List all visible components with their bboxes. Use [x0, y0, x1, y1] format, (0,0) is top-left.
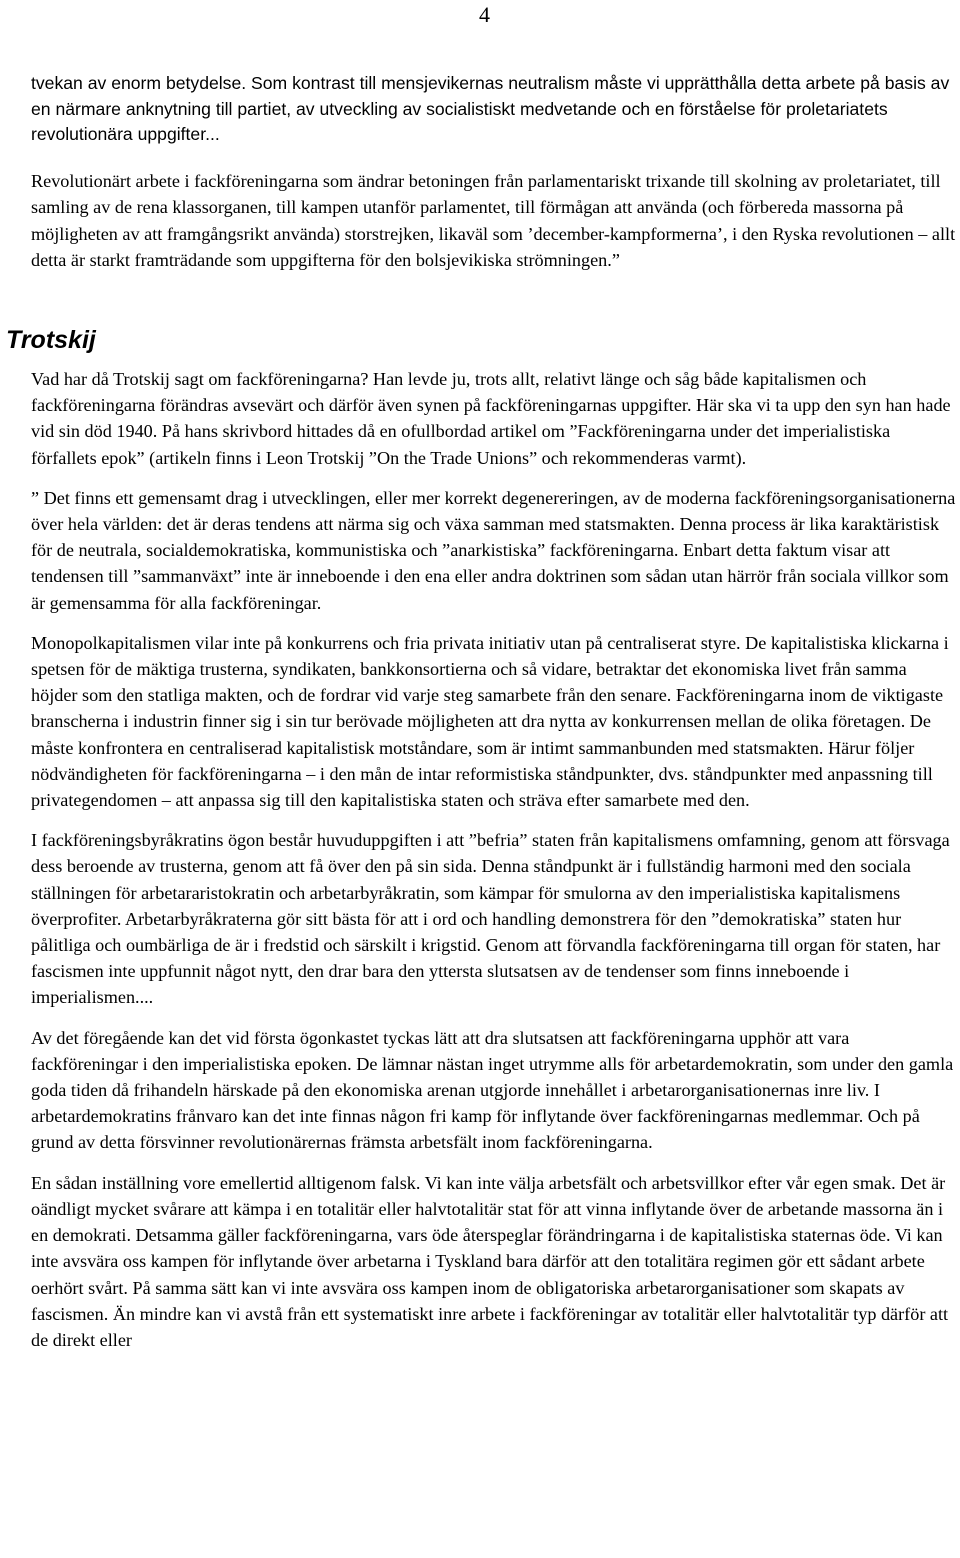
section-body	[31, 366, 956, 1367]
body-paragraph-2: ” Det finns ett gemensamt drag i utvecklingen, eller mer korrekt degenereringen, av de moderna fackföreningsorganisationerna över hela världen: det är deras tendens att närma sig och växa samman med statsmakten. Denna process är lika karaktäristisk för de neutrala, socialdemokratiska, kommunistiska och ”anarkistiska” fackföreningarna. Enbart detta faktum visar att tendensen till ”sammanväxt” inte är inneboende i den ena eller andra doktrinen som sådan utan härrör från sociala villkor som är gemensamma för alla fackföreningar.	[31, 487, 956, 613]
intro-paragraph: tvekan av enorm betydelse. Som kontrast till mensjevikernas neutralism måste vi upprätthålla detta arbete på basis av en närmare anknytning till partiet, av utveckling av socialistiskt medvetande och en förståelse för proletariatets revolutionära uppgifter...	[31, 73, 950, 144]
quote-paragraph: Revolutionärt arbete i fackföreningarna som ändrar betoningen från parlamentariskt trixande till skolning av proletariatet, till samling av de rena klassorganen, till kampen utanför parlamentet, till förmågan att använda (och förbereda massorna på möjligheten av att framgångsrikt använda) storstrejken, likaväl som ’december-kampformerna’, i den Ryska revolutionen – allt detta är starkt framträdande som uppgifterna för den bolsjevikiska strömningen.”	[31, 171, 956, 271]
body-paragraph-5: Av det föregående kan det vid första ögonkastet tyckas lätt att dra slutsatsen att fackföreningarna upphör att vara fackföreningar i den imperialistiska epoken. De lämnar nästan inget utrymme alls för arbetardemokratin, som under den gamla goda tiden då frihandeln härskade på den ekonomiska arenan utgjorde innehållet i arbetarorganisationernas inre liv. I arbetardemokratins frånvaro kan det inte finnas någon fri kamp för inflytande över fackföreningarnas medlemmar. Och på grund av detta försvinner revolutionärernas främsta arbetsfält inom fackföreningarna.	[31, 1027, 954, 1153]
page-number: 4	[479, 2, 490, 27]
body-paragraph-1: Vad har då Trotskij sagt om fackföreningarna? Han levde ju, trots allt, relativt länge och såg både kapitalismen och fackföreningarna förändras avsevärt och därför även synen på fackföreningarnas uppgifter. Här ska vi ta upp den syn han hade vid sin död 1940. På hans skrivbord hittades då en ofullbordad artikel om ”Fackföreningarna under det imperialistiska förfallets epok” (artikeln finns i Leon Trotskij ”On the Trade Unions” och rekommenderas varmt).	[31, 369, 951, 468]
body-paragraph-3: Monopolkapitalismen vilar inte på konkurrens och fria privata initiativ utan på centraliserat styre. De kapitalistiska klickarna i spetsen för de mäktiga trusterna, syndikaten, bankkonsortierna och så vidare, betraktar det ekonomiska livet från samma höjder som den statliga makten, och de fordrar vid varje steg samarbete från den senare. Fackföreningarna inom de viktigaste branscherna i industrin finner sig i sin tur berövade möjligheten att dra nytta av konkurrensen mellan de olika företagen. De måste konfrontera en centraliserad kapitalistisk motståndare, som är intimt sammanbunden med statsmakten. Härur följer nödvändigheten för fackföreningarna – i den mån de intar reformistiska ståndpunkter, dvs. ståndpunkter med anpassning till privategendomen – att anpassa sig till den kapitalistiska staten och sträva efter samarbete med den.	[31, 632, 949, 811]
body-paragraph-6: En sådan inställning vore emellertid alltigenom falsk. Vi kan inte välja arbetsfält och arbetsvillkor efter vår egen smak. Det är oändligt mycket svårare att kämpa i en totalitär eller halvtotalitär stat för att vinna inflytande över de arbetande massorna än i en demokrati. Detsamma gäller fackföreningarna, vars öde återspeglar förändringarna i de kapitalistiska staternas öde. Vi kan inte avsvära oss kampen för inflytande över arbetarna i Tyskland bara därför att den totalitära regimen gör ett sådant arbete oerhört svårt. På samma sätt kan vi inte avsvära oss kampen inom de obligatoriska arbetarorganisationer som skapats av fascismen. Än mindre kan vi avstå från ett systematiskt inre arbete i fackföreningar av totalitär eller halvtotalitär typ därför att de direkt eller	[31, 1172, 949, 1350]
body-paragraph-4: I fackföreningsbyråkratins ögon består huvuduppgiften i att ”befria” staten från kapitalismens omfamning, genom att försvaga dess beroende av trusterna, genom att få över den på sin sida. Denna ståndpunkt är i fullständig harmoni med den sociala ställningen för arbetararistokratin och arbetarbyråkratin, som kämpar för smulorna av den imperialistiska kapitalismens överprofiter. Arbetarbyråkraterna gör sitt bästa för att i ord och handling demonstrera för den ”demokratiska” staten hur pålitliga och oumbärliga de är i fredstid och särskilt i krigstid. Genom att förvandla fackföreningarna till organ för staten, har fascismen inte uppfunnit något nytt, den drar bara den yttersta slutsatsen av de tendenser som finns inneboende i imperialismen....	[31, 830, 950, 1008]
section-heading: Trotskij	[6, 326, 96, 354]
